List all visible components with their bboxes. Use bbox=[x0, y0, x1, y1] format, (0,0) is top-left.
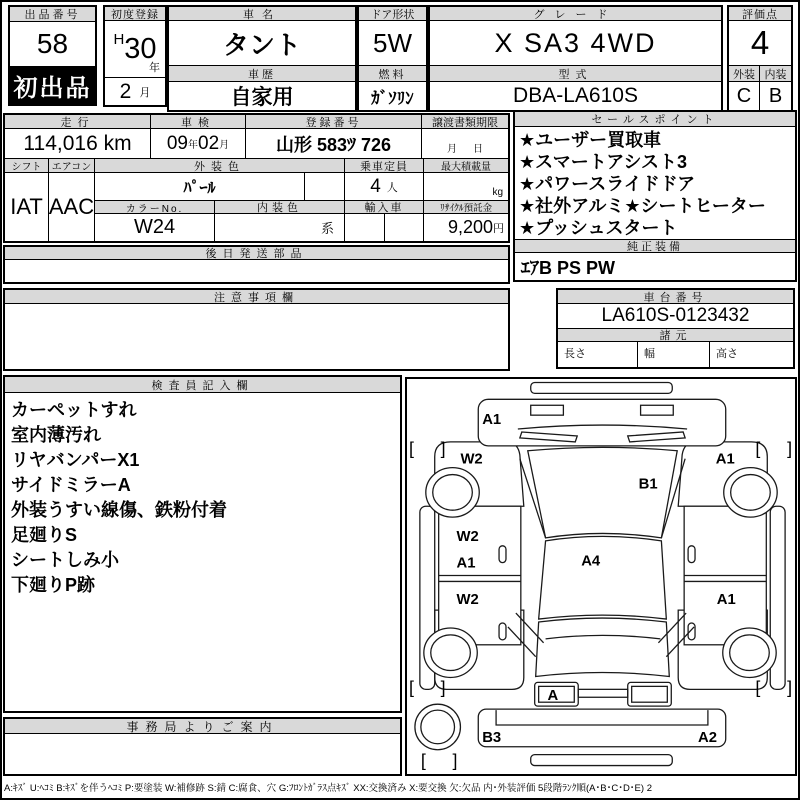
inspection-year: 09 bbox=[166, 132, 188, 154]
bracket-icon: [ bbox=[408, 677, 414, 698]
aircon-header: エアコン bbox=[49, 159, 95, 173]
chassis-value: LA610S-0123432 bbox=[558, 304, 793, 329]
inspector-note-line: シートしみ小 bbox=[11, 550, 119, 570]
damage-label-front-fender-right: A1 bbox=[715, 451, 735, 468]
sales-points-box bbox=[513, 110, 797, 282]
damage-label-windshield: B1 bbox=[638, 476, 658, 493]
capacity-value: 4 bbox=[370, 175, 381, 197]
inspector-notes bbox=[5, 393, 400, 603]
bracket-icon: ] bbox=[787, 438, 793, 459]
bracket-icon: [ bbox=[408, 438, 414, 459]
chassis-header: 車台番号 bbox=[558, 290, 793, 304]
bracket-icon: [ bbox=[755, 677, 761, 698]
inspector-note-line: 外装うすい線傷、鉄粉付着 bbox=[11, 500, 227, 520]
damage-label-hood: A1 bbox=[482, 412, 502, 429]
diagram-box bbox=[405, 377, 797, 776]
recycle-deposit-header: ﾘｻｲｸﾙ預託金 bbox=[424, 201, 508, 214]
windshield-glass bbox=[528, 447, 677, 538]
model-code-header: 型式 bbox=[430, 66, 721, 82]
ext-int-header-row bbox=[729, 66, 791, 82]
car-name-value: タント bbox=[169, 21, 355, 66]
inspection-value bbox=[151, 129, 246, 158]
capacity-unit: 人 bbox=[386, 181, 398, 194]
bracket-icon: ] bbox=[440, 438, 446, 459]
aircon-value: AAC bbox=[49, 173, 95, 241]
capacity-value-cell bbox=[345, 173, 424, 200]
chassis-box bbox=[556, 288, 795, 369]
first-registration-year-cell bbox=[105, 21, 165, 78]
sales-point-item: ★パワースライドドア bbox=[519, 174, 696, 194]
registration-no-header: 登録番号 bbox=[246, 115, 422, 129]
notes-header: 注意事項欄 bbox=[5, 290, 508, 304]
inspector-note-line: リヤバンパーX1 bbox=[11, 450, 140, 470]
bracket-icon: [ bbox=[755, 438, 761, 459]
sales-point-item: ★スマートアシスト3 bbox=[519, 152, 687, 172]
car-history-header: 車歴 bbox=[169, 66, 355, 82]
first-registration-box bbox=[103, 5, 167, 107]
bracket-icon: [ bbox=[420, 750, 426, 771]
sales-point-item: ★プッシュスタート bbox=[519, 218, 678, 238]
genuine-equipment-value: ｴｱB PS PW bbox=[521, 257, 616, 278]
bracket-icon: ] bbox=[787, 677, 793, 698]
car-damage-diagram bbox=[407, 379, 795, 774]
damage-label-rear-bumper-right: A2 bbox=[698, 729, 717, 746]
inspection-header: 車検 bbox=[151, 115, 246, 129]
sales-point-item: ★ユーザー買取車 bbox=[519, 130, 662, 150]
auction-number-header: 出品番号 bbox=[10, 7, 95, 22]
later-parts-box bbox=[3, 245, 510, 284]
exterior-color-value: ﾊﾟｰﾙ bbox=[95, 173, 305, 200]
car-name-column bbox=[167, 5, 357, 112]
ext-int-value-row bbox=[729, 82, 791, 110]
exterior-color-header: 外装色 bbox=[95, 159, 345, 173]
score-column bbox=[727, 5, 793, 112]
exterior-color-sub-cell bbox=[305, 173, 345, 200]
length-label: 長さ bbox=[558, 342, 638, 367]
interior-color-value: 系 bbox=[215, 214, 345, 241]
color-no-value: W24 bbox=[95, 214, 215, 241]
month-unit: 月 bbox=[139, 86, 151, 99]
dimensions-row bbox=[558, 342, 793, 367]
damage-label-roof: A4 bbox=[581, 553, 601, 570]
first-registration-month: 2 bbox=[119, 79, 132, 103]
score-header: 評価点 bbox=[729, 7, 791, 21]
registration-no-value: 山形 583ﾂ 726 bbox=[246, 129, 422, 158]
recycle-deposit-value-cell bbox=[424, 214, 508, 241]
shift-value: IAT bbox=[5, 173, 49, 241]
transfer-month-unit: 月 bbox=[447, 144, 457, 155]
license-plate-bar bbox=[531, 755, 673, 766]
damage-label-front-fender-left: W2 bbox=[460, 451, 483, 468]
damage-label-tail-lamp: A bbox=[547, 688, 559, 705]
front-bumper-bar bbox=[531, 383, 673, 394]
door-shape-header: ドア形状 bbox=[359, 7, 426, 21]
damage-label-rear-door-right: A1 bbox=[716, 592, 736, 609]
fuel-header: 燃料 bbox=[359, 66, 426, 82]
transfer-deadline-header: 譲渡書類期限 bbox=[422, 115, 508, 129]
spec-block bbox=[3, 113, 510, 243]
bracket-icon: ] bbox=[452, 750, 458, 771]
later-parts-header: 後日発送部品 bbox=[5, 247, 508, 260]
hood-shape bbox=[478, 399, 725, 446]
inspector-note-line: カーペットすれ bbox=[11, 400, 137, 420]
rear-window bbox=[536, 618, 670, 676]
damage-label-rear-bumper-left: B3 bbox=[482, 729, 502, 746]
fuel-value: ｶﾞｿﾘﾝ bbox=[371, 88, 414, 108]
interior-grade-header: 内装 bbox=[760, 66, 791, 82]
inspector-header: 検査員記入欄 bbox=[5, 377, 400, 393]
bracket-icon: ] bbox=[440, 677, 446, 698]
door-shape-column bbox=[357, 5, 428, 112]
exterior-grade-header: 外装 bbox=[729, 66, 760, 82]
inspection-year-unit: 年 bbox=[188, 140, 198, 151]
grade-column bbox=[428, 5, 723, 112]
interior-grade-value: B bbox=[768, 84, 783, 107]
transfer-day-unit: 日 bbox=[473, 144, 483, 155]
exterior-grade-value: C bbox=[729, 82, 760, 110]
inspector-note-line: 下廻りP跡 bbox=[11, 575, 96, 595]
genuine-equipment-header: 純正装備 bbox=[515, 240, 795, 253]
year-unit: 年 bbox=[149, 62, 160, 74]
office-box bbox=[3, 717, 402, 776]
score-value: 4 bbox=[729, 21, 791, 66]
recycle-deposit-unit: 円 bbox=[493, 222, 504, 235]
capacity-header: 乗車定員 bbox=[345, 159, 424, 173]
imported-sub-cell bbox=[345, 214, 385, 241]
damage-label-front-door-left-lower: A1 bbox=[456, 555, 476, 572]
width-label: 幅 bbox=[638, 342, 710, 367]
max-load-header: 最大積載量 bbox=[424, 159, 508, 173]
notes-box bbox=[3, 288, 510, 371]
inspection-month-unit: 月 bbox=[219, 140, 230, 151]
car-name-header: 車名 bbox=[169, 7, 355, 21]
door-shape-value: 5W bbox=[359, 21, 426, 66]
mileage-header: 走行 bbox=[5, 115, 151, 129]
grade-header: グレード bbox=[430, 7, 721, 21]
first-registration-month-cell bbox=[105, 78, 165, 105]
first-registration-header: 初度登録 bbox=[105, 7, 165, 21]
era-letter: H bbox=[113, 31, 125, 48]
inspector-note-line: サイドミラーA bbox=[11, 475, 131, 495]
imported-header: 輸入車 bbox=[345, 201, 424, 214]
inspection-month: 02 bbox=[198, 132, 220, 154]
first-listing-badge: 初出品 bbox=[10, 67, 95, 104]
spare-wheel bbox=[415, 704, 461, 750]
color-no-header: カラーNo. bbox=[95, 201, 215, 214]
inspector-box bbox=[3, 375, 402, 713]
sales-point-item: ★社外アルミ★シートヒーター bbox=[519, 196, 766, 216]
recycle-deposit-value: 9,200 bbox=[447, 217, 493, 237]
model-code-value: DBA-LA610S bbox=[513, 84, 638, 107]
damage-label-front-door-left-upper: W2 bbox=[456, 528, 479, 545]
max-load-value-cell: kg bbox=[492, 187, 503, 198]
transfer-deadline-value bbox=[422, 129, 508, 158]
sales-points-header: セールスポイント bbox=[515, 112, 795, 127]
damage-code-legend: A:ｷｽﾞ U:ﾍｺﾐ B:ｷｽﾞを伴うﾍｺﾐ P:要塗装 W:補修跡 S:錆 C:腐食、穴 G:ﾌﾛﾝﾄｶﾞﾗｽ点ｷｽﾞ XX:交換済み X:要交換 欠:欠品 内･外装評価 5段階ﾗﾝｸ順(A･B･C･D･E) 2 bbox=[4, 783, 652, 794]
imported-value-cell bbox=[345, 214, 424, 241]
first-registration-year: 30 bbox=[124, 32, 157, 65]
rear-bumper-shape bbox=[478, 709, 725, 747]
grade-value: X SA3 4WD bbox=[430, 21, 721, 66]
auction-number-value: 58 bbox=[10, 22, 95, 67]
height-label: 高さ bbox=[716, 348, 738, 360]
inspector-note-line: 室内薄汚れ bbox=[11, 425, 101, 445]
tail-lamp-bar bbox=[578, 689, 627, 697]
auction-number-box bbox=[8, 5, 97, 106]
sales-points-list bbox=[515, 127, 795, 240]
office-header: 事務局よりご案内 bbox=[5, 719, 400, 734]
inspector-note-line: 足廻りS bbox=[11, 525, 78, 545]
roof-panel bbox=[539, 536, 667, 619]
interior-color-header: 内装色 bbox=[215, 201, 345, 214]
shift-header: シフト bbox=[5, 159, 49, 173]
rear-window-inner-line bbox=[546, 635, 661, 638]
dimensions-header: 諸元 bbox=[558, 329, 793, 342]
car-history-value: 自家用 bbox=[230, 86, 294, 109]
damage-label-rear-door-left: W2 bbox=[456, 592, 479, 609]
mileage-value: 114,016 km bbox=[5, 129, 151, 158]
